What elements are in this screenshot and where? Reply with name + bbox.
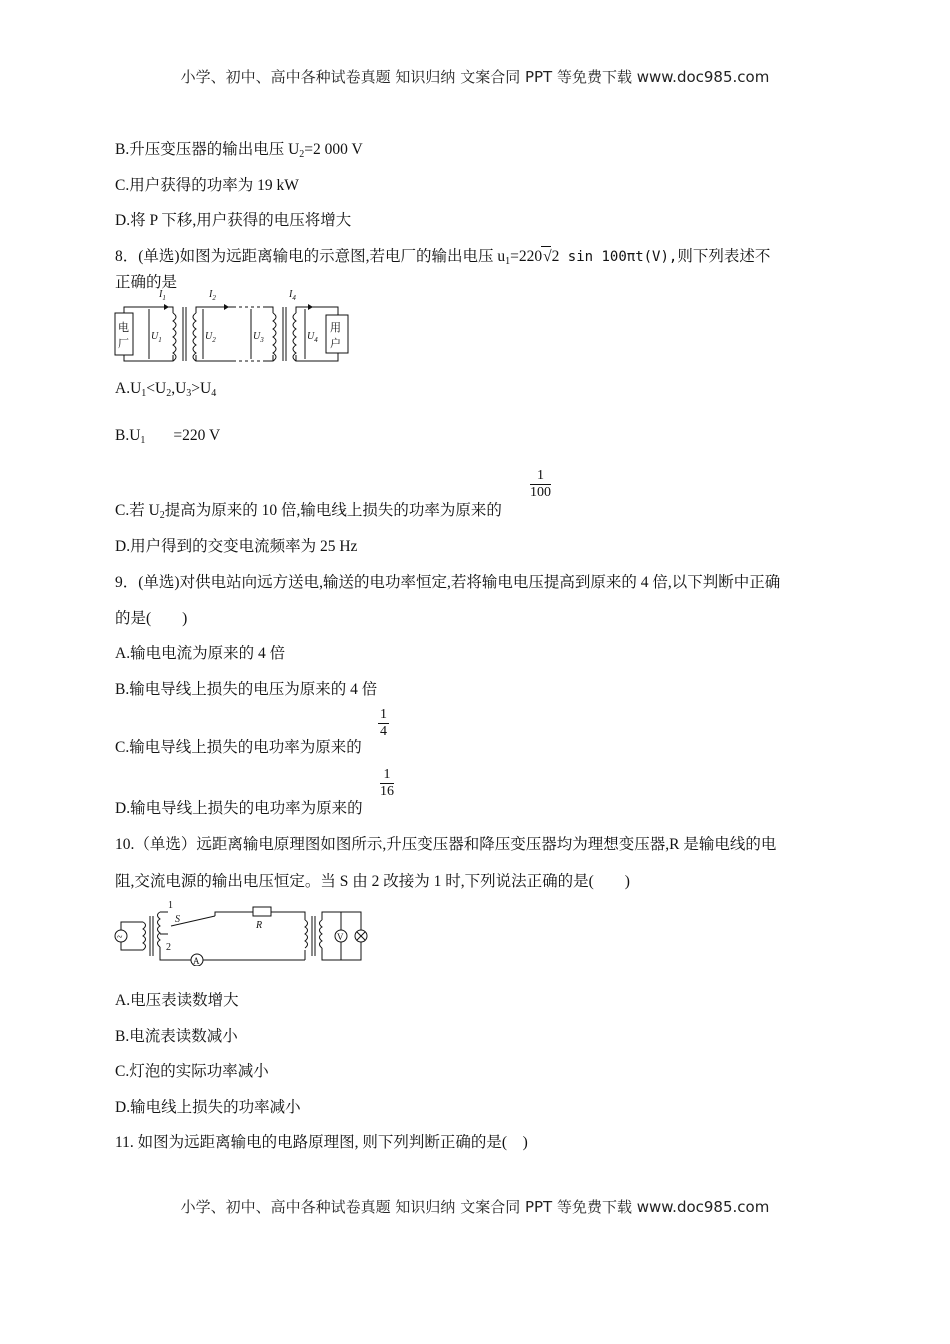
page-footer: 小学、初中、高中各种试卷真题 知识归纳 文案合同 PPT 等免费下载 www.doc985.com	[180, 1198, 770, 1216]
label-switch-s: S	[175, 914, 180, 925]
q10-option-c: C.灯泡的实际功率减小	[115, 1063, 269, 1080]
q7-option-c: C.用户获得的功率为 19 kW	[115, 177, 299, 194]
label-ammeter: A	[193, 956, 200, 966]
q7-option-b: B.升压变压器的输出电压 $U_2=2$ 000 V	[115, 141, 363, 160]
resistor-r	[253, 907, 271, 916]
q9-fraction-1-16: $\frac{1}{16}$	[380, 767, 394, 799]
page-header: 小学、初中、高中各种试卷真题 知识归纳 文案合同 PPT 等免费下载 www.doc985.com	[180, 68, 770, 86]
label-I2: $I_2$	[209, 289, 216, 302]
q9-option-d: D.输电导线上损失的电功率为原来的	[115, 800, 363, 817]
label-voltmeter: V	[337, 932, 344, 942]
q9-stem-line2: 的是( )	[115, 610, 188, 627]
q9-option-c: C.输电导线上损失的电功率为原来的	[115, 739, 362, 756]
q10-option-a: A.电压表读数增大	[115, 992, 239, 1009]
label-ac-source: ~	[117, 932, 123, 943]
label-plant-b: 厂	[118, 338, 129, 350]
label-switch-2: 2	[166, 942, 171, 953]
q9-stem-line1: 9．(单选)对供电站向远方送电,输送的电功率恒定,若将输电电压提高到原来的 4 倍,以下判断中正确	[115, 574, 781, 591]
q8-stem-line2: 正确的是	[115, 274, 178, 291]
label-I1: $I_1$	[159, 289, 166, 302]
q10-stem-line1: 10.（单选）远距离输电原理图如图所示,升压变压器和降压变压器均为理想变压器,R 是输电线的电	[115, 836, 777, 853]
label-U2: $U_2$	[205, 331, 216, 344]
q8-option-a: $A.U_1<U_2,U_3>U_4$	[115, 380, 217, 399]
q8-transmission-diagram	[113, 287, 358, 367]
label-user-a: 用	[330, 322, 341, 334]
q9-option-b: B.输电导线上损失的电压为原来的 4 倍	[115, 681, 378, 698]
label-switch-1: 1	[168, 900, 173, 911]
label-resistor-r: R	[256, 920, 263, 931]
q9-option-a: A.输电电流为原来的 4 倍	[115, 645, 286, 662]
q11-stem-line1: 11. 如图为远距离输电的电路原理图, 则下列判断正确的是( )	[115, 1134, 528, 1151]
q8-fraction-1-100: $\frac{1}{100}$	[530, 468, 551, 500]
label-U4: $U_4$	[307, 331, 318, 344]
q10-option-d: D.输电线上损失的功率减小	[115, 1099, 301, 1116]
label-I4: $I_4$	[289, 289, 296, 302]
q8-option-b: $B.U_1 =220$ V	[115, 427, 221, 446]
label-user-b: 户	[330, 338, 341, 350]
q7-option-d: D.将 P 下移,用户获得的电压将增大	[115, 212, 352, 229]
label-plant-a: 电	[118, 322, 129, 334]
q10-stem-line2: 阻,交流电源的输出电压恒定。当 S 由 2 改接为 1 时,下列说法正确的是( )	[115, 873, 630, 890]
label-U1: $U_1$	[151, 331, 162, 344]
q9-fraction-1-4: $\frac{1}{4}$	[380, 707, 387, 739]
sqrt-sign: √2	[543, 248, 560, 265]
q8-stem-line1: 8．(单选)如图为远距离输电的示意图,若电厂的输出电压 $u_1=220√2$ sin 100πt(V),则下列表述不	[115, 248, 771, 267]
q10-option-b: B.电流表读数减小	[115, 1028, 238, 1045]
q8-option-d: D.用户得到的交变电流频率为 25 Hz	[115, 538, 358, 555]
q10-circuit-diagram	[113, 898, 375, 966]
q8-option-c: C.若 $U_2$提高为原来的 10 倍,输电线上损失的功率为原来的	[115, 502, 502, 521]
label-U3: $U_3$	[253, 331, 264, 344]
